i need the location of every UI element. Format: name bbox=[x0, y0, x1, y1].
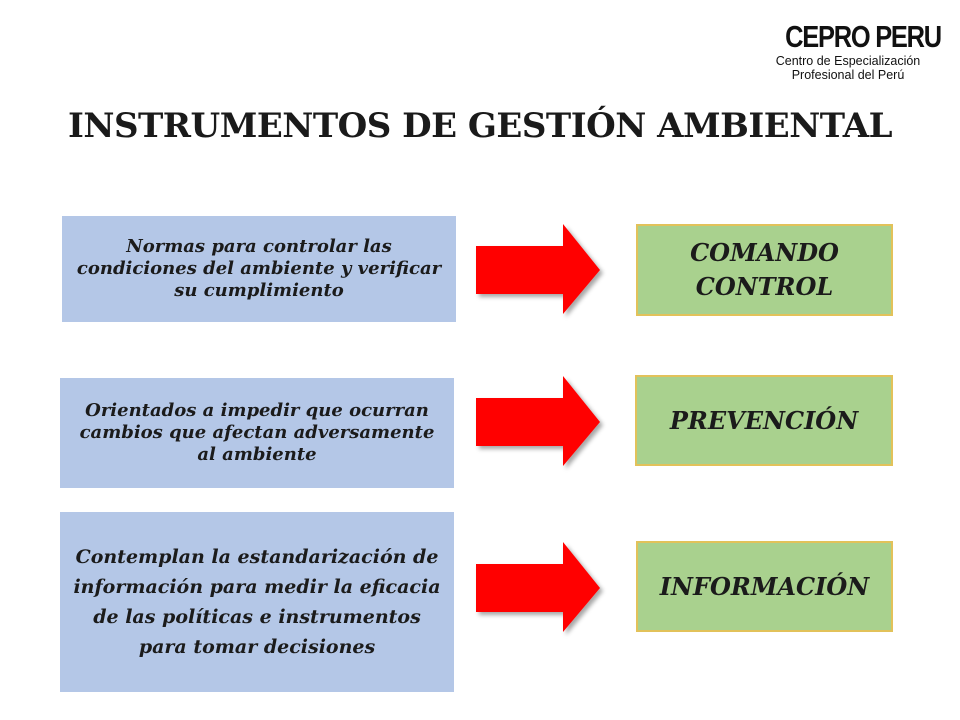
category-box-informacion: INFORMACIÓN bbox=[636, 541, 893, 632]
category-box-prevencion: PREVENCIÓN bbox=[635, 375, 893, 466]
right-arrow-icon bbox=[468, 540, 608, 636]
logo-subtitle-line-1: Centro de Especialización bbox=[775, 54, 921, 68]
description-box-informacion: Contemplan la estandarización de información para medir la eficacia de las políticas e instrumentos para tomar decisiones bbox=[60, 512, 454, 692]
logo-subtitle-line-2: Profesional del Perú bbox=[791, 68, 905, 82]
logo bbox=[752, 19, 941, 82]
right-arrow-icon bbox=[468, 374, 608, 470]
logo-brand: CEPRO PERU bbox=[785, 19, 941, 54]
right-arrow-icon bbox=[468, 222, 608, 318]
page-title: INSTRUMENTOS DE GESTIÓN AMBIENTAL bbox=[67, 106, 893, 146]
description-box-comando-control: Normas para controlar las condiciones del ambiente y verificar su cumplimiento bbox=[62, 216, 456, 322]
description-box-prevencion: Orientados a impedir que ocurran cambios que afectan adversamente al ambiente bbox=[60, 378, 454, 488]
category-box-comando-control: COMANDO CONTROL bbox=[636, 224, 893, 316]
